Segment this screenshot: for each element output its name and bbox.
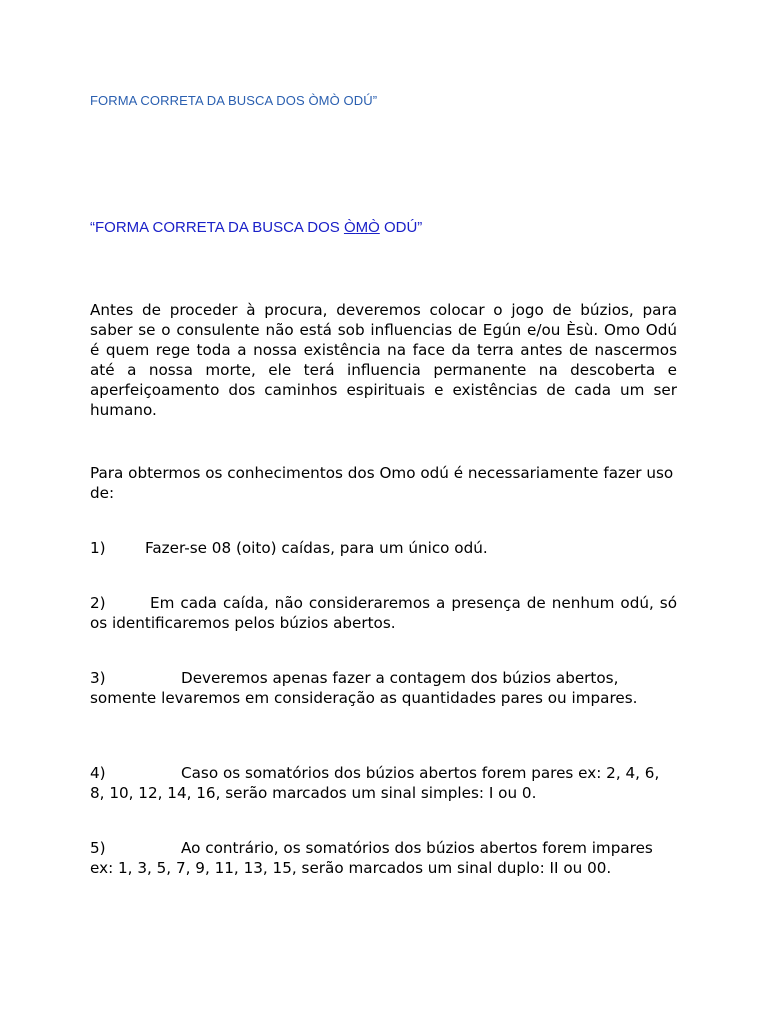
- list-item-text: Em cada caída, não consideraremos a presença de nenhum odú, só os identificaremos pelos búzios abertos.: [90, 594, 677, 632]
- requirement-paragraph: Para obtermos os conhecimentos dos Omo odú é necessariamente fazer uso de:: [90, 464, 674, 502]
- list-item-number: 5): [90, 839, 106, 857]
- intro-paragraph: Antes de proceder à procura, deveremos colocar o jogo de búzios, para saber se o consulente não está sob influencias de Egún e/ou Èsù. Omo Odú é quem rege toda a nossa existência na face da terra antes de nascermos até a nossa morte, ele terá influencia permanente na descoberta e aperfeiçoamento dos caminhos espirituais e existências de cada um ser humano.: [90, 301, 677, 419]
- document-heading: FORMA CORRETA DA BUSCA DOS ÒMÒ ODÚ”: [90, 93, 378, 108]
- main-title-prefix: “FORMA CORRETA DA BUSCA DOS: [90, 219, 344, 236]
- list-item-5: [90, 838, 677, 878]
- main-title-suffix: ODÚ”: [379, 219, 423, 236]
- list-item-text: Ao contrário, os somatórios dos búzios abertos forem impares ex: 1, 3, 5, 7, 9, 11, 13, 15, serão marcados um sinal duplo: II ou 00.: [90, 839, 653, 877]
- list-item-3: [90, 668, 677, 708]
- list-item-number: 2): [90, 594, 106, 612]
- main-title-o1: Ò: [343, 219, 356, 236]
- list-item-text: Caso os somatórios dos búzios abertos forem pares ex: 2, 4, 6, 8, 10, 12, 14, 16, serão marcados um sinal simples: I ou 0.: [90, 764, 660, 802]
- main-title: [90, 219, 422, 236]
- list-item-4: [90, 763, 677, 803]
- list-item-2: [90, 593, 677, 633]
- main-title-m: M: [355, 219, 369, 236]
- list-item-number: 3): [90, 669, 106, 687]
- list-item-number: 4): [90, 764, 106, 782]
- list-item-1: [90, 538, 677, 558]
- list-item-number: 1): [90, 539, 106, 557]
- main-title-o2: Ò: [368, 219, 380, 236]
- list-item-text: Fazer-se 08 (oito) caídas, para um único odú.: [145, 539, 488, 557]
- list-item-text: Deveremos apenas fazer a contagem dos búzios abertos, somente levaremos em consideração as quantidades pares ou impares.: [90, 669, 638, 707]
